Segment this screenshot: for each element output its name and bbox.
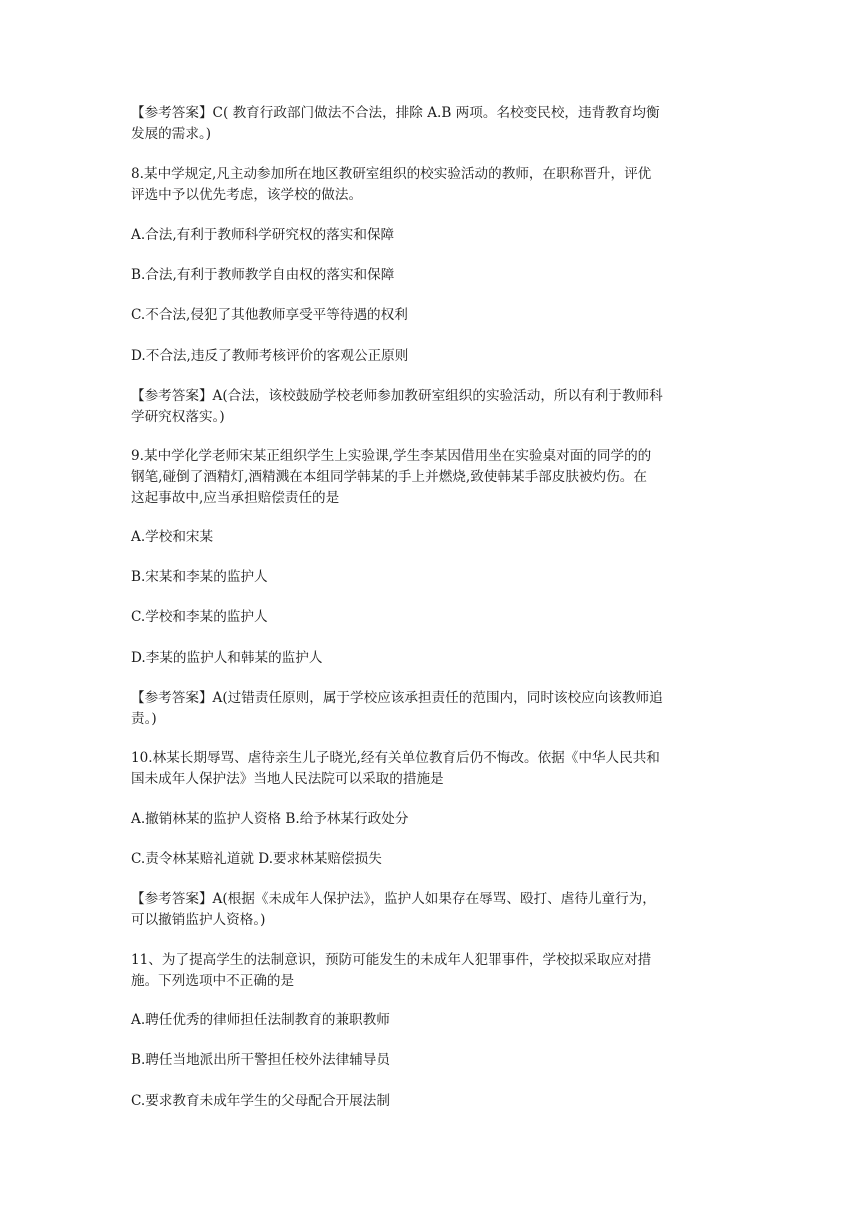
text-line: 【参考答案】C( 教育行政部门做法不合法，排除 A.B 两项。名校变民校，违背教育均衡 xyxy=(131,105,660,121)
text-line: C.要求教育未成年学生的父母配合开展法制 xyxy=(131,1093,390,1109)
text-line: 施。下列选项中不正确的是 xyxy=(131,973,295,989)
question-paragraph xyxy=(131,950,741,992)
option-paragraph xyxy=(131,225,741,246)
text-line: A.合法,有利于教师科学研究权的落实和保障 xyxy=(131,227,395,243)
option-paragraph xyxy=(131,305,741,326)
option-paragraph xyxy=(131,648,741,669)
answer-paragraph xyxy=(131,386,741,428)
text-line: C.学校和李某的监护人 xyxy=(131,609,268,625)
text-line: 这起事故中,应当承担赔偿责任的是 xyxy=(131,490,340,506)
option-paragraph xyxy=(131,1091,741,1112)
option-paragraph xyxy=(131,607,741,628)
text-line: B.合法,有利于教师教学自由权的落实和保障 xyxy=(131,267,395,283)
text-line: A.撤销林某的监护人资格 B.给予林某行政处分 xyxy=(131,811,409,827)
text-line: 评选中予以优先考虑，该学校的做法。 xyxy=(131,187,363,203)
option-paragraph xyxy=(131,809,741,830)
text-line: A.学校和宋某 xyxy=(131,529,214,545)
text-line: 9.某中学化学老师宋某正组织学生上实验课,学生李某因借用坐在实验桌对面的同学的的 xyxy=(131,448,652,464)
question-paragraph xyxy=(131,748,741,790)
option-paragraph xyxy=(131,1010,741,1031)
text-line: 10.林某长期辱骂、虐待亲生儿子晓光,经有关单位教育后仍不悔改。依据《中华人民共和 xyxy=(131,750,660,766)
option-paragraph xyxy=(131,346,741,367)
text-line: D.不合法,违反了教师考核评价的客观公正原则 xyxy=(131,348,409,364)
option-paragraph xyxy=(131,567,741,588)
text-line: A.聘任优秀的律师担任法制教育的兼职教师 xyxy=(131,1012,390,1028)
text-line: 钢笔,碰倒了酒精灯,酒精溅在本组同学韩某的手上并燃烧,致使韩某手部皮肤被灼伤。在 xyxy=(131,469,647,485)
option-paragraph xyxy=(131,527,741,548)
option-paragraph xyxy=(131,265,741,286)
text-line: B.宋某和李某的监护人 xyxy=(131,569,268,585)
text-line: 11、为了提高学生的法制意识，预防可能发生的未成年人犯罪事件，学校拟采取应对措 xyxy=(131,952,652,968)
answer-paragraph xyxy=(131,103,741,145)
text-line: 【参考答案】A(过错责任原则，属于学校应该承担责任的范围内，同时该校应向该教师追 xyxy=(131,690,663,706)
text-line: 学研究权落实。) xyxy=(131,409,225,425)
text-line: 【参考答案】A(合法，该校鼓励学校老师参加教研室组织的实验活动，所以有利于教师科 xyxy=(131,388,663,404)
text-line: 发展的需求。) xyxy=(131,126,212,142)
question-paragraph xyxy=(131,164,741,206)
answer-paragraph xyxy=(131,688,741,730)
text-line: C.责令林某赔礼道就 D.要求林某赔偿损失 xyxy=(131,851,382,867)
text-line: 8.某中学规定,凡主动参加所在地区教研室组织的校实验活动的教师，在职称晋升，评优 xyxy=(131,166,652,182)
text-line: B.聘任当地派出所干警担任校外法律辅导员 xyxy=(131,1052,390,1068)
answer-paragraph xyxy=(131,889,741,931)
text-line: D.李某的监护人和韩某的监护人 xyxy=(131,650,323,666)
text-line: 可以撤销监护人资格。) xyxy=(131,912,266,928)
text-line: C.不合法,侵犯了其他教师享受平等待遇的权利 xyxy=(131,307,408,323)
text-line: 【参考答案】A(根据《未成年人保护法》，监护人如果存在辱骂、殴打、虐待儿童行为， xyxy=(131,891,656,907)
question-paragraph xyxy=(131,446,741,509)
option-paragraph xyxy=(131,849,741,870)
text-line: 责。) xyxy=(131,711,157,727)
option-paragraph xyxy=(131,1050,741,1071)
text-line: 国未成年人保护法》当地人民法院可以采取的措施是 xyxy=(131,771,444,787)
